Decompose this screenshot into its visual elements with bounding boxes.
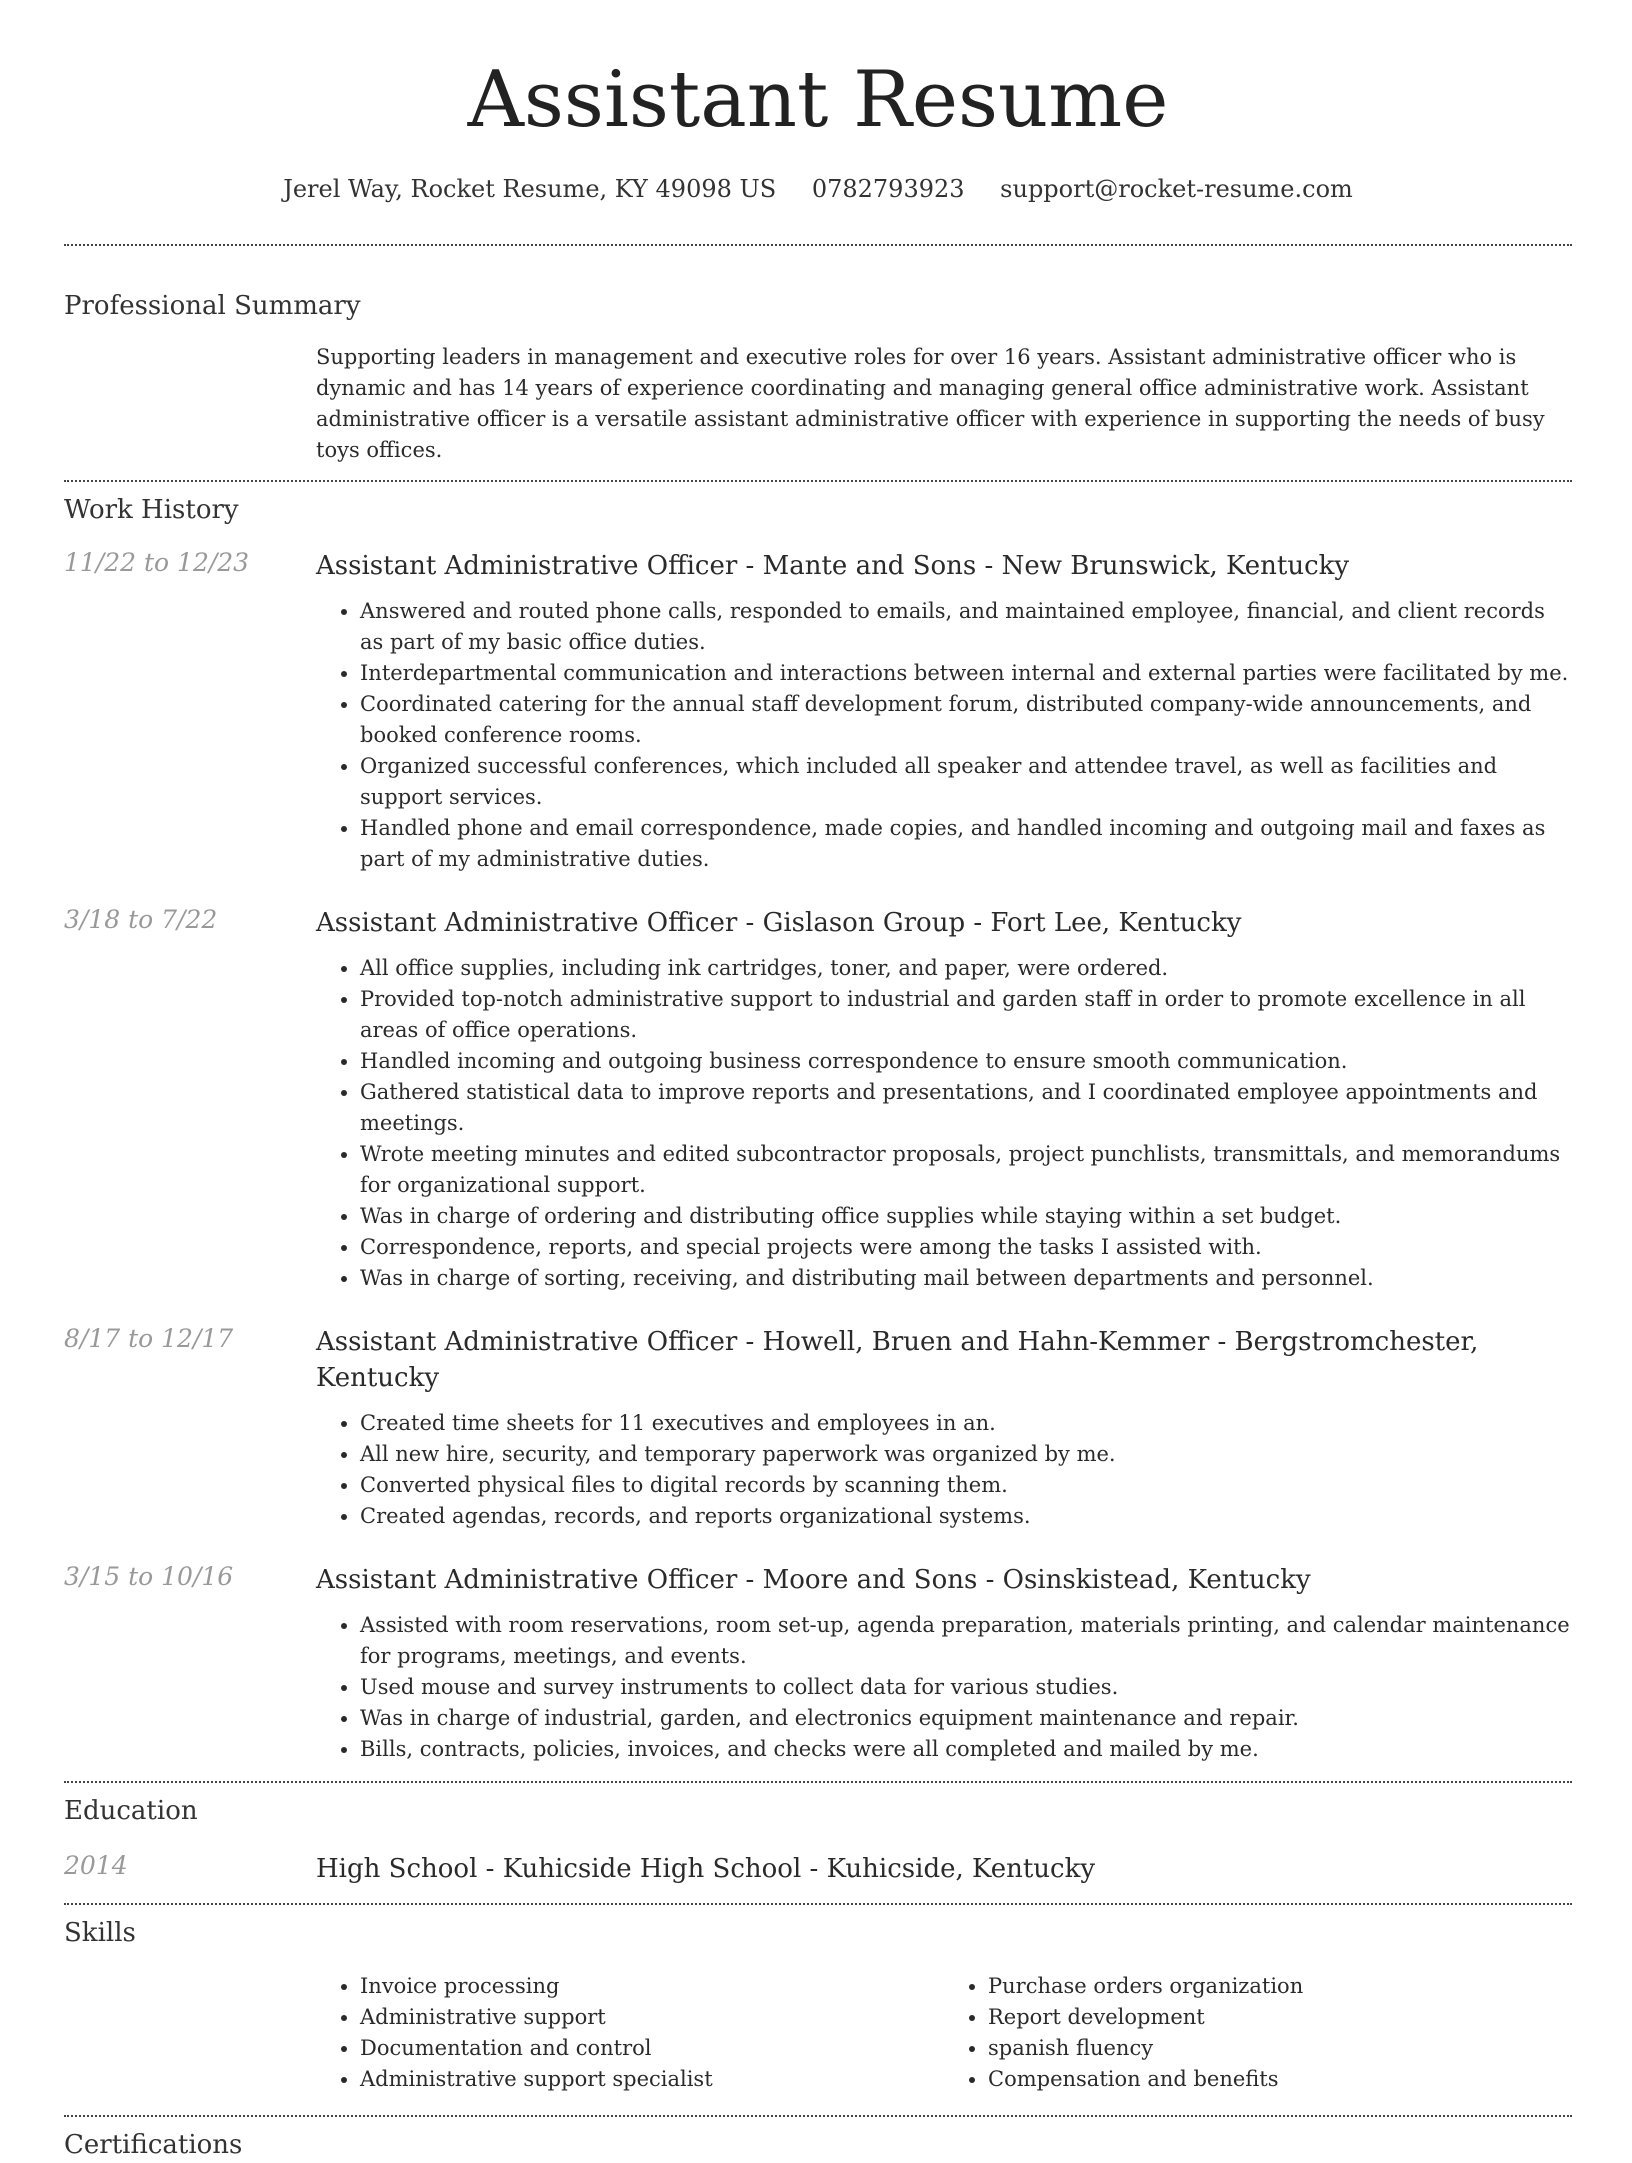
- resume-title: Assistant Resume: [467, 55, 1169, 145]
- skill-item: • Invoice processing: [360, 1971, 944, 2002]
- contact-address: Jerel Way, Rocket Resume, KY 49098 US: [283, 175, 777, 203]
- education-title: High School - Kuhicside High School - Kuhicside, Kentucky: [316, 1854, 1096, 1884]
- work-history-heading: Work History: [64, 495, 239, 525]
- contact-line: [64, 172, 1572, 206]
- job-bullet: • Created time sheets for 11 executives and employees in an.: [360, 1408, 1572, 1439]
- job-entry: [64, 548, 1572, 875]
- certifications-heading: Certifications: [64, 2130, 243, 2160]
- job-bullet: • Handled incoming and outgoing business correspondence to ensure smooth communication.: [360, 1046, 1572, 1077]
- job-dates: 8/17 to 12/17: [64, 1324, 234, 1353]
- job-bullet: • Handled phone and email correspondence, made copies, and handled incoming and outgoing mail and faxes as part of my administrative duties.: [360, 813, 1572, 875]
- skill-item: • Report development: [988, 2002, 1572, 2033]
- skill-item: • Compensation and benefits: [988, 2064, 1572, 2095]
- certifications-section: [64, 2127, 1572, 2163]
- job-bullet: • Organized successful conferences, which included all speaker and attendee travel, as well as facilities and support services.: [360, 751, 1572, 813]
- job-bullet: • Gathered statistical data to improve reports and presentations, and I coordinated employee appointments and meetings.: [360, 1077, 1572, 1139]
- job-bullet: • Bills, contracts, policies, invoices, and checks were all completed and mailed by me.: [360, 1734, 1572, 1765]
- summary-heading: Professional Summary: [64, 291, 361, 321]
- summary-text: Supporting leaders in management and executive roles for over 16 years. Assistant administrative officer who is dynamic and has 14 years of experience coordinating and managing general office administrative work. Assistant administrative officer is a versatile assistant administrative officer with experience in supporting the needs of busy toys offices.: [316, 345, 1545, 462]
- jobs-list: [64, 548, 1572, 1765]
- job-bullet: • Created agendas, records, and reports organizational systems.: [360, 1501, 1572, 1532]
- job-bullets: [316, 953, 1572, 1294]
- job-dates: 3/18 to 7/22: [64, 905, 218, 934]
- job-bullets: [316, 1408, 1572, 1532]
- education-section: [64, 1793, 1572, 1887]
- skill-item: • Documentation and control: [360, 2033, 944, 2064]
- divider: [64, 1903, 1572, 1905]
- skills-heading: Skills: [64, 1918, 136, 1948]
- job-title: Assistant Administrative Officer - Mante and Sons - New Brunswick, Kentucky: [316, 551, 1350, 581]
- job-title: Assistant Administrative Officer - Howell, Bruen and Hahn-Kemmer - Bergstromchester, Kentucky: [316, 1327, 1479, 1393]
- job-dates: 3/15 to 10/16: [64, 1562, 234, 1591]
- job-bullet: • All new hire, security, and temporary paperwork was organized by me.: [360, 1439, 1572, 1470]
- job-bullets: [316, 1610, 1572, 1765]
- job-bullet: • Correspondence, reports, and special projects were among the tasks I assisted with.: [360, 1232, 1572, 1263]
- summary-section: [64, 288, 1572, 466]
- job-title: Assistant Administrative Officer - Moore and Sons - Osinskistead, Kentucky: [316, 1565, 1311, 1595]
- skills-column-1: [316, 1971, 944, 2095]
- divider: [64, 1781, 1572, 1783]
- job-entry: [64, 905, 1572, 1294]
- job-bullet: • Wrote meeting minutes and edited subcontractor proposals, project punchlists, transmittals, and memorandums for organizational support.: [360, 1139, 1572, 1201]
- skill-item: • Administrative support specialist: [360, 2064, 944, 2095]
- skill-item: • Administrative support: [360, 2002, 944, 2033]
- contact-phone: 0782793923: [811, 175, 965, 203]
- job-entry: [64, 1562, 1572, 1765]
- resume-page: [64, 0, 1572, 2163]
- education-entry: [64, 1851, 1572, 1887]
- work-history-section: [64, 492, 1572, 1765]
- skills-columns: [316, 1971, 1572, 2095]
- job-bullet: • Provided top-notch administrative support to industrial and garden staff in order to promote excellence in all areas of office operations.: [360, 984, 1572, 1046]
- job-dates: 11/22 to 12/23: [64, 548, 250, 577]
- skills-section: [64, 1915, 1572, 2095]
- contact-email: support@rocket-resume.com: [1000, 175, 1353, 203]
- job-bullets: [316, 596, 1572, 875]
- education-date: 2014: [64, 1851, 128, 1880]
- divider: [64, 480, 1572, 482]
- job-bullet: • Coordinated catering for the annual staff development forum, distributed company-wide announcements, and booked conference rooms.: [360, 689, 1572, 751]
- skill-item: • Purchase orders organization: [988, 1971, 1572, 2002]
- job-bullet: • Used mouse and survey instruments to collect data for various studies.: [360, 1672, 1572, 1703]
- job-bullet: • Answered and routed phone calls, responded to emails, and maintained employee, financial, and client records as part of my basic office duties.: [360, 596, 1572, 658]
- job-bullet: • Was in charge of ordering and distributing office supplies while staying within a set budget.: [360, 1201, 1572, 1232]
- divider: [64, 2115, 1572, 2117]
- education-heading: Education: [64, 1796, 198, 1826]
- job-entry: [64, 1324, 1572, 1532]
- job-bullet: • Was in charge of industrial, garden, and electronics equipment maintenance and repair.: [360, 1703, 1572, 1734]
- job-bullet: • Assisted with room reservations, room set-up, agenda preparation, materials printing, and calendar maintenance for programs, meetings, and events.: [360, 1610, 1572, 1672]
- job-title: Assistant Administrative Officer - Gislason Group - Fort Lee, Kentucky: [316, 908, 1242, 938]
- job-bullet: • Interdepartmental communication and interactions between internal and external parties were facilitated by me.: [360, 658, 1572, 689]
- divider: [64, 244, 1572, 246]
- skills-column-2: [944, 1971, 1572, 2095]
- job-bullet: • All office supplies, including ink cartridges, toner, and paper, were ordered.: [360, 953, 1572, 984]
- skill-item: • spanish fluency: [988, 2033, 1572, 2064]
- job-bullet: • Converted physical files to digital records by scanning them.: [360, 1470, 1572, 1501]
- job-bullet: • Was in charge of sorting, receiving, and distributing mail between departments and personnel.: [360, 1263, 1572, 1294]
